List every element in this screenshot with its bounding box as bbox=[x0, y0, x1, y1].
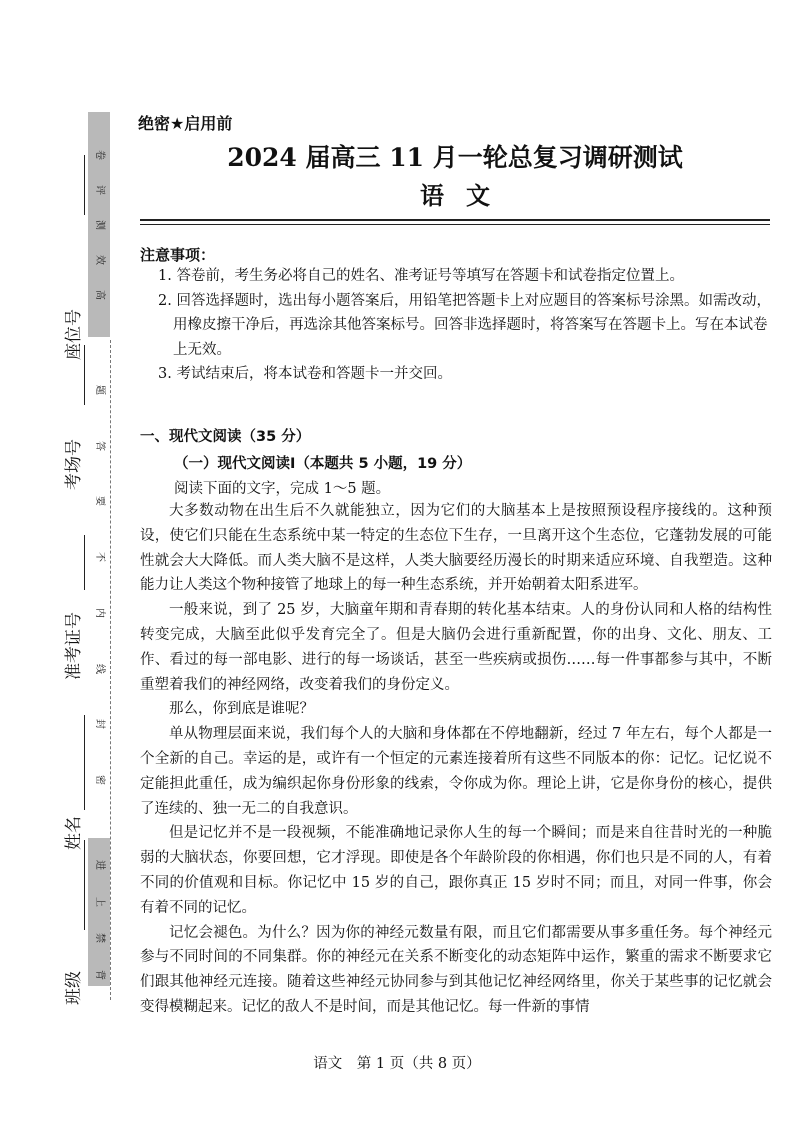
exam-room-label: 考场号 bbox=[64, 439, 84, 490]
subsection-title: （一）现代文阅读Ⅰ（本题共 5 小题，19 分） bbox=[174, 456, 472, 472]
page-footer: 语文 第 1 页（共 8 页） bbox=[313, 1056, 481, 1072]
reading-instruction: 阅读下面的文字，完成 1～5 题。 bbox=[174, 481, 391, 497]
passage-paragraph: 单从物理层面来说，我们每个人的大脑和身体都在不停地翻新，经过 7 年左右，每个人都是一个全新的自己。幸运的是，或许有一个恒定的元素连接着所有这些不同版本的你：记忆。记忆说不定能担此重任，成为编织起你身份形象的线索，令你成为你。理论上讲，它是你身份的核心，提供了连续的、独一无二的自我意识。 bbox=[140, 726, 772, 817]
seat-number-field[interactable] bbox=[58, 210, 98, 360]
passage-paragraph: 一般来说，到了 25 岁，大脑童年期和青春期的转化基本结束。人的身份认同和人格的结构性转变完成，大脑至此似乎发育完全了。但是大脑仍会进行重新配置，你的出身、文化、朋友、工作、看过的每一部电影、进行的每一场谈话，甚至一些疾病或损伤……每一件事都参与其中，不断重塑着我们的神经网络，改变着我们的身份定义。 bbox=[140, 602, 772, 693]
admission-number-field[interactable] bbox=[58, 530, 98, 680]
notice-item: 3. 考试结束后，将本试卷和答题卡一并交回。 bbox=[158, 366, 452, 382]
seal-dashed-line bbox=[110, 340, 111, 1000]
exam-title: 2024 届高三 11 月一轮总复习调研测试 bbox=[227, 143, 683, 172]
seat-number-label: 座位号 bbox=[64, 309, 84, 360]
confidential-label: 绝密★启用前 bbox=[138, 114, 233, 133]
exam-room-field[interactable] bbox=[58, 340, 98, 490]
name-field[interactable] bbox=[58, 700, 98, 850]
passage-paragraph: 大多数动物在出生后不久就能独立，因为它们的大脑基本上是按照预设程序接线的。这种预设，使它们只能在生态系统中某一特定的生态位下生存，一旦离开这个生态位，它蓬勃发展的可能性就会大大降低。而人类大脑不是这样，人类大脑要经历漫长的时期来适应环境、自我塑造。这种能力让人类这个物种接管了地球上的每一种生态系统，并开始朝着太阳系进军。 bbox=[140, 503, 772, 594]
strip-text-bottom: 进 上 禁 背 bbox=[94, 860, 105, 980]
section-title: 一、现代文阅读（35 分） bbox=[140, 429, 311, 445]
notice-item: 1. 答卷前，考生务必将自己的姓名、准考证号等填写在答题卡和试卷指定位置上。 bbox=[158, 268, 684, 284]
passage-paragraph: 那么，你到底是谁呢？ bbox=[169, 701, 314, 718]
notice-heading: 注意事项： bbox=[140, 246, 216, 264]
strip-text-middle: 题 答 要 不 内 线 封 密 bbox=[94, 385, 105, 785]
header-rule-thick bbox=[140, 219, 770, 221]
passage-paragraph: 记忆会褪色。为什么？因为你的神经元数量有限，而且它们都需要从事多重任务。每个神经元参与不同时间的不同集群。你的神经元在关系不断变化的动态矩阵中运作，繁重的需求不断要求它们跟其他神经元连接。随着这些神经元协同参与到其他记忆神经网络里，你关于某些事的记忆就会变得模糊起来。记忆的敌人不是时间，而是其他记忆。每一件新的事情 bbox=[140, 924, 772, 1015]
name-label: 姓名 bbox=[64, 816, 84, 850]
passage-paragraph: 但是记忆并不是一段视频，不能准确地记录你人生的每一个瞬间；而是来自往昔时光的一种脆弱的大脑状态，你要回想，它才浮现。即使是各个年龄阶段的你相遇，你们也只是不同的人，有着不同的价值观和目标。你记忆中 15 岁的自己，跟你真正 15 岁时不同；而且，对同一件事，你会有着不同的记忆。 bbox=[140, 825, 772, 916]
admission-number-label: 准考证号 bbox=[64, 612, 84, 680]
subject-title: 语文 bbox=[420, 181, 512, 210]
class-field[interactable] bbox=[58, 855, 98, 1005]
notice-list bbox=[158, 264, 778, 387]
reading-passage bbox=[140, 499, 772, 1020]
class-label: 班级 bbox=[64, 971, 84, 1005]
strip-text-top: 卷 评 测 效 高 bbox=[94, 150, 105, 300]
header-rule-thin bbox=[140, 224, 770, 225]
notice-item: 2. 回答选择题时，选出每小题答案后，用铅笔把答题卡上对应题目的答案标号涂黑。如需改动，用橡皮擦干净后，再选涂其他答案标号。回答非选择题时，将答案写在答题卡上。写在本试卷上无效。 bbox=[158, 292, 771, 358]
